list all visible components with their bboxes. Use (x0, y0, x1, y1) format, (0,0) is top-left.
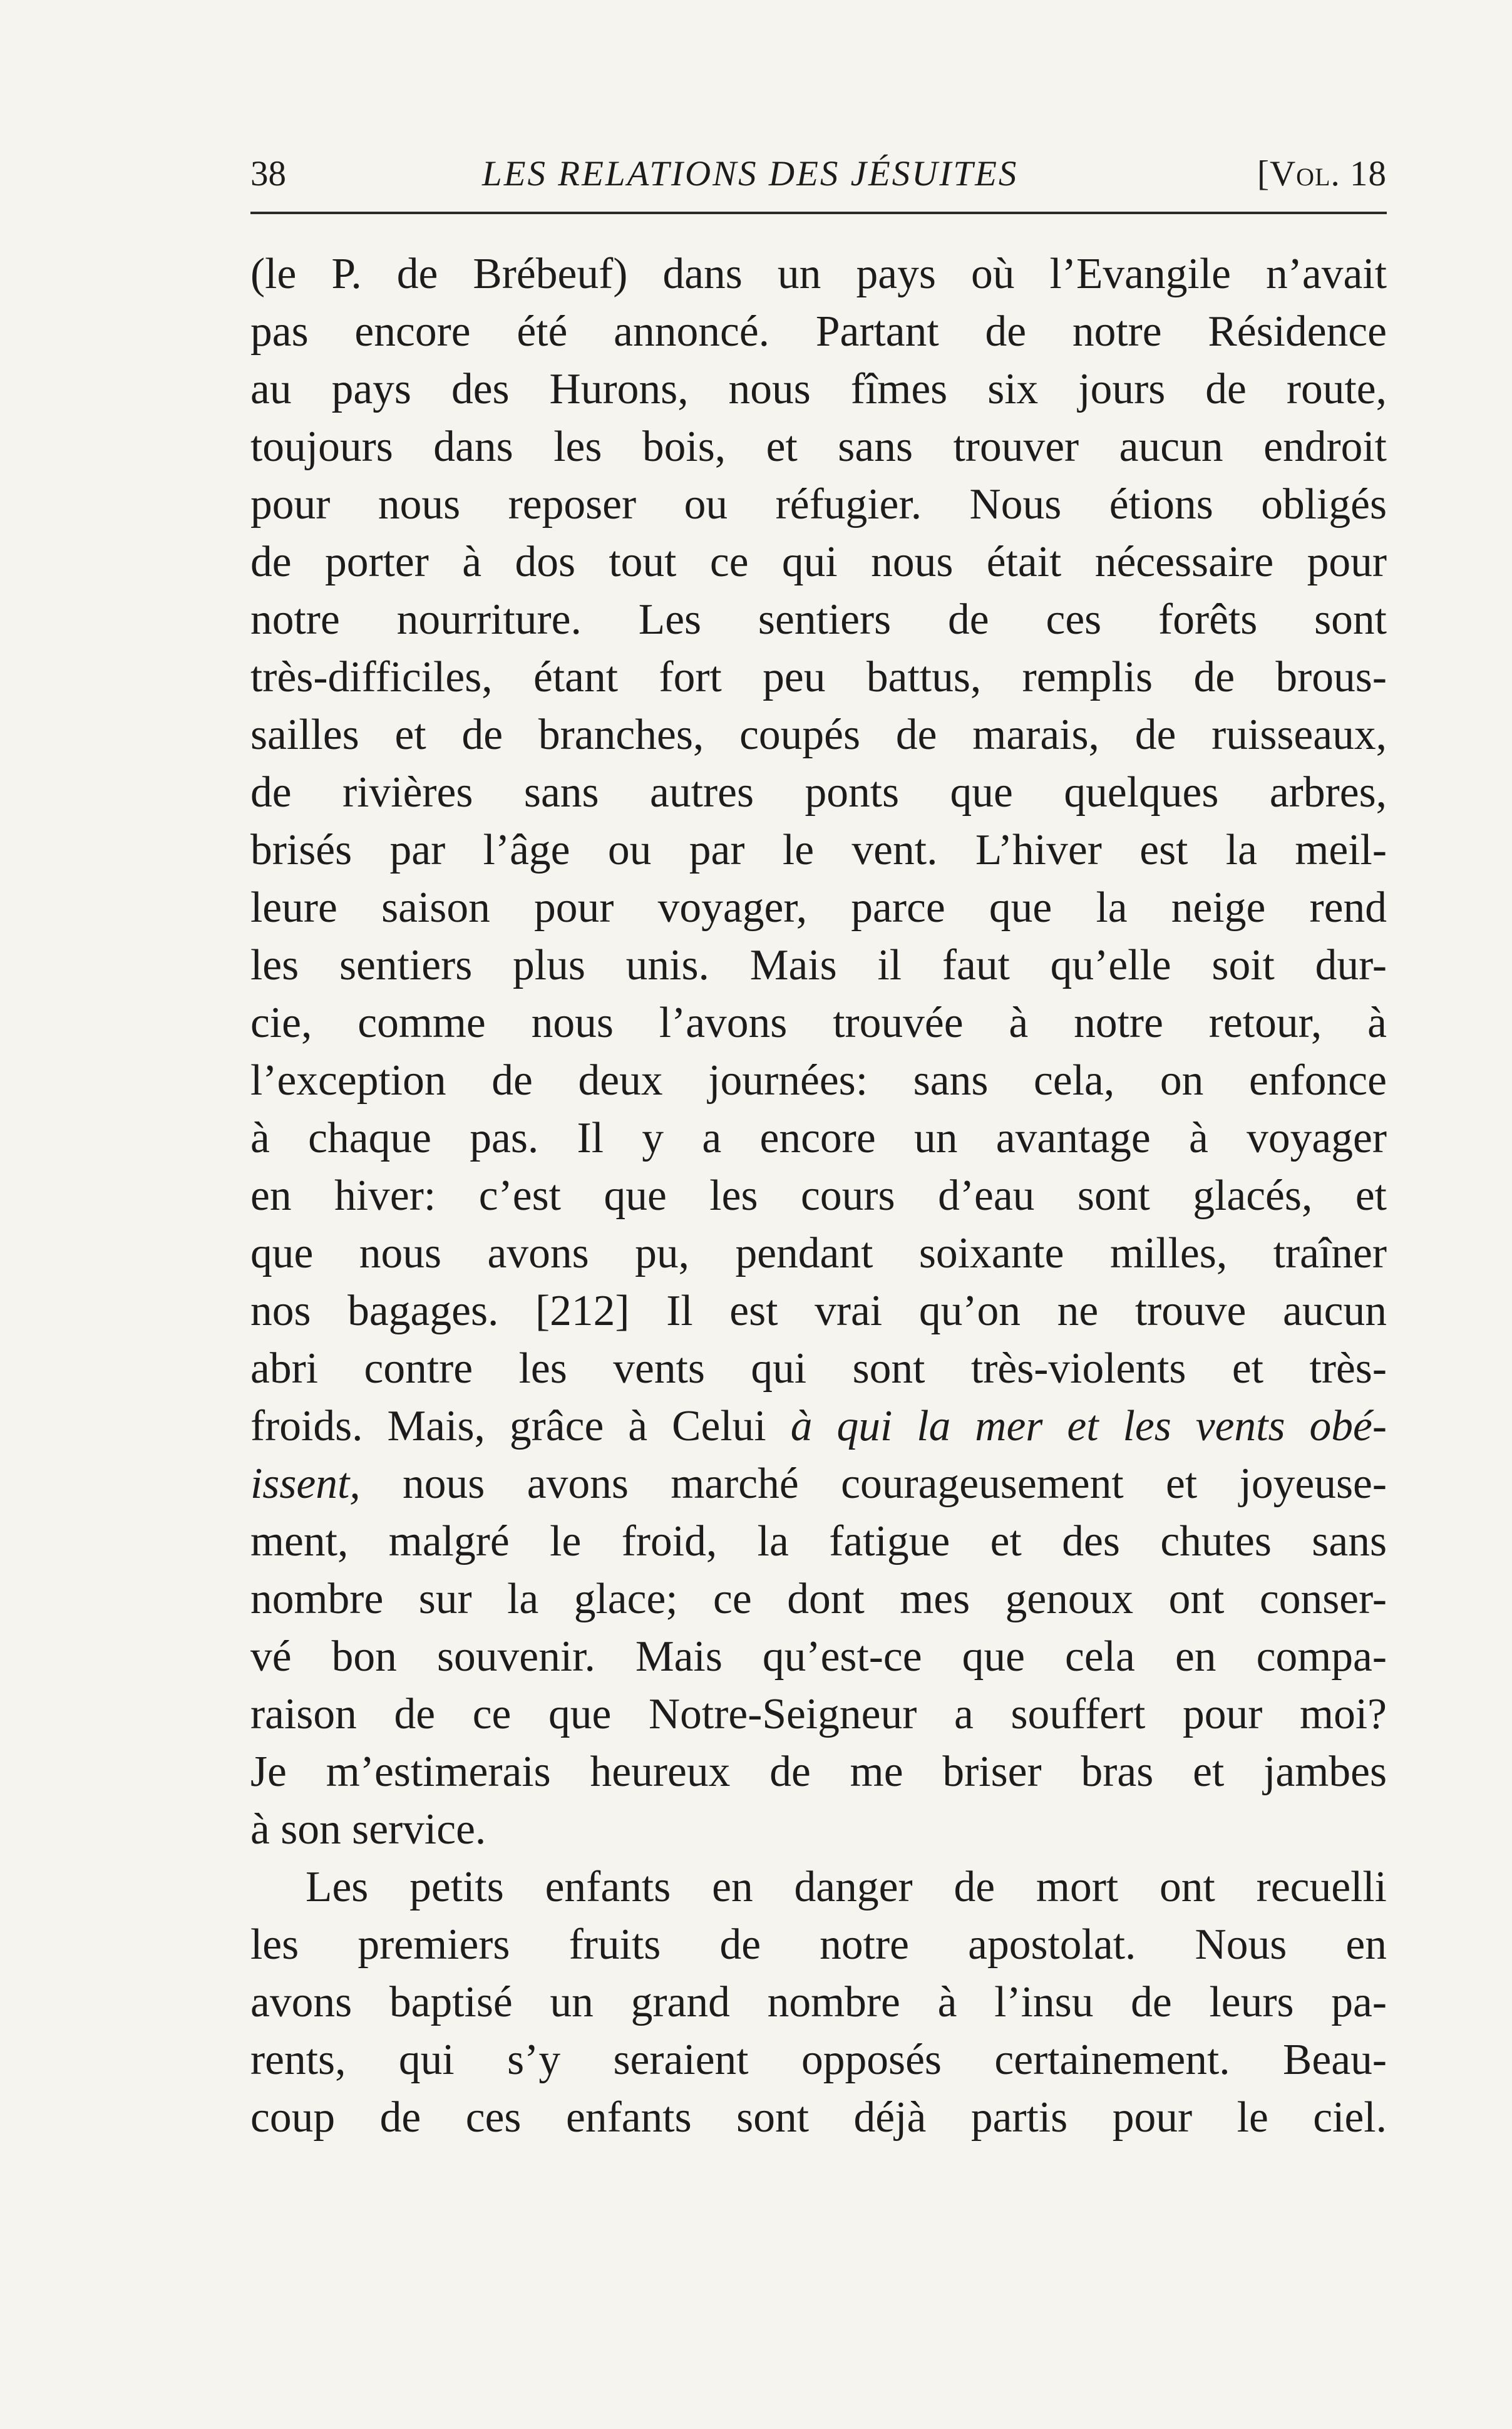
body-text (250, 245, 1387, 2147)
text-line: l’exception de deux journées: sans cela, on enfonce (250, 1056, 1387, 1105)
text-line: les premiers fruits de notre apostolat. Nous en (250, 1921, 1387, 1969)
text-line: notre nourriture. Les sentiers de ces forêts sont (250, 596, 1387, 644)
text-line: leure saison pour voyager, parce que la neige rend (250, 884, 1387, 932)
text-line: au pays des Hurons, nous fîmes six jours de route, (250, 365, 1387, 413)
text-line: ment, malgré le froid, la fatigue et des chutes sans (250, 1517, 1387, 1565)
text-line: raison de ce que Notre-Seigneur a souffert pour moi? (250, 1690, 1387, 1738)
text-line: nombre sur la glace; ce dont mes genoux ont conser- (250, 1575, 1387, 1623)
text-fragment: nous avons marché courageusement et joyeuse- (360, 1460, 1387, 1508)
text-fragment: froids. Mais, grâce à Celui (250, 1402, 766, 1450)
header-rule (250, 212, 1387, 214)
text-line: de rivières sans autres ponts que quelques arbres, (250, 768, 1387, 817)
text-line: abri contre les vents qui sont très-violents et très- (250, 1344, 1387, 1393)
page-number: 38 (250, 154, 286, 193)
text-line: à son service. (250, 1805, 486, 1854)
text-line: pour nous reposer ou réfugier. Nous étions obligés (250, 480, 1387, 529)
text-line: rents, qui s’y seraient opposés certainement. Beau- (250, 2036, 1387, 2084)
text-line: (le P. de Brébeuf) dans un pays où l’Evangile n’avait (250, 250, 1387, 298)
text-line: sailles et de branches, coupés de marais, de ruisseaux, (250, 711, 1387, 759)
text-line: avons baptisé un grand nombre à l’insu de leurs pa- (250, 1978, 1387, 2026)
text-line: Je m’estimerais heureux de me briser bras et jambes (250, 1748, 1387, 1796)
italic-quote: issent, (250, 1460, 361, 1508)
text-line: toujours dans les bois, et sans trouver aucun endroit (250, 423, 1387, 471)
text-line: cie, comme nous l’avons trouvée à notre retour, à (250, 999, 1387, 1047)
text-line: Les petits enfants en danger de mort ont recuelli (306, 1863, 1387, 1911)
running-header (250, 149, 1387, 199)
text-line: coup de ces enfants sont déjà partis pour le ciel. (250, 2093, 1387, 2142)
text-line: les sentiers plus unis. Mais il faut qu’elle soit dur- (250, 941, 1387, 989)
text-line: nos bagages. [212] Il est vrai qu’on ne trouve aucun (250, 1287, 1387, 1335)
text-line: brisés par l’âge ou par le vent. L’hiver est la meil- (250, 826, 1387, 874)
text-line: de porter à dos tout ce qui nous était nécessaire pour (250, 538, 1387, 586)
text-line: que nous avons pu, pendant soixante milles, traîner (250, 1229, 1387, 1277)
italic-quote: à qui la mer et les vents obé- (790, 1402, 1387, 1450)
text-line: très-difficiles, étant fort peu battus, remplis de brous- (250, 653, 1387, 701)
running-title: LES RELATIONS DES JÉSUITES (482, 154, 1019, 193)
text-line-with-quote (250, 1455, 1387, 1513)
text-line-with-quote (250, 1398, 1387, 1455)
text-line: vé bon souvenir. Mais qu’est-ce que cela en compa- (250, 1632, 1387, 1681)
text-line: pas encore été annoncé. Partant de notre Résidence (250, 307, 1387, 356)
volume-label: [Vol. 18 (1257, 154, 1387, 193)
text-line: en hiver: c’est que les cours d’eau sont glacés, et (250, 1172, 1387, 1220)
text-line: à chaque pas. Il y a encore un avantage à voyager (250, 1114, 1387, 1162)
